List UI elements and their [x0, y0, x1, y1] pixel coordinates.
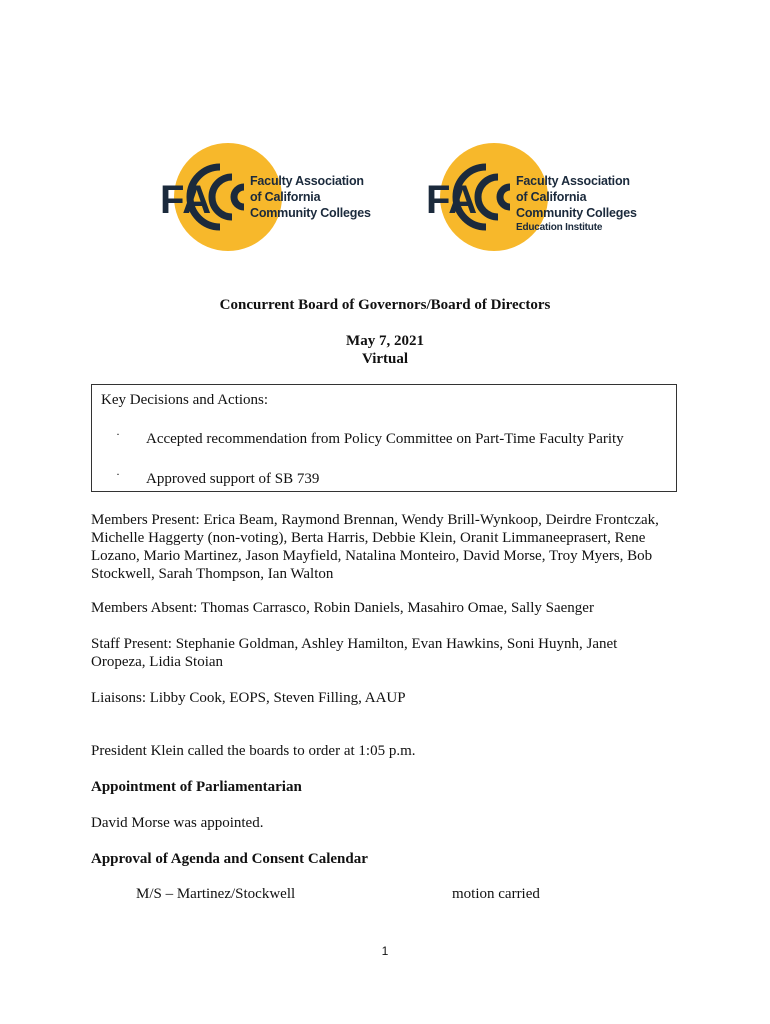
- meeting-date: May 7, 2021: [346, 333, 424, 349]
- agenda-heading: Approval of Agenda and Consent Calendar: [91, 851, 368, 867]
- meeting-location: Virtual: [361, 351, 409, 367]
- logo-name: Faculty Association of California Community Colleges Education Institute: [516, 174, 637, 233]
- parliamentarian-heading: Appointment of Parliamentarian: [91, 779, 302, 795]
- key-decisions-heading: Key Decisions and Actions:: [101, 392, 269, 408]
- logo-letters: FA: [160, 178, 212, 222]
- members-present: Members Present: Erica Beam, Raymond Brennan, Wendy Brill-Wynkoop, Deirdre Frontczak, Michelle Haggerty (non-voting), Berta Harris, Debbie Klein, Oranit Limmaneeprasert, Rene Lozano, Mario Martinez, Jason Mayfield, Natalina Monteiro, David Morse, Troy Myers, Bob Stockwell, Sarah Thompson, Ian Walton: [91, 512, 659, 582]
- document-title: Concurrent Board of Governors/Board of Directors: [219, 297, 551, 313]
- logo-name: Faculty Association of California Community Colleges: [250, 174, 371, 220]
- agenda-result: motion carried: [452, 886, 540, 902]
- logo-letters: FA: [426, 178, 478, 222]
- faccc-education-institute-logo: [424, 143, 644, 253]
- agenda-motion: M/S – Martinez/Stockwell: [136, 886, 296, 902]
- staff-present: Staff Present: Stephanie Goldman, Ashley Hamilton, Evan Hawkins, Soni Huynh, Janet Oropeza, Lidia Stoian: [91, 636, 618, 670]
- call-to-order: President Klein called the boards to order at 1:05 p.m.: [91, 743, 416, 759]
- bullet-icon: ·: [116, 427, 120, 441]
- members-absent: Members Absent: Thomas Carrasco, Robin Daniels, Masahiro Omae, Sally Saenger: [91, 600, 594, 616]
- bullet-icon: ·: [116, 467, 120, 481]
- liaisons: Liaisons: Libby Cook, EOPS, Steven Filling, AAUP: [91, 690, 406, 706]
- faccc-logo: [158, 143, 378, 253]
- key-decisions-box: Key Decisions and Actions: · Accepted recommendation from Policy Committee on Part-Time Faculty Parity · Approved support of SB 739: [91, 384, 677, 492]
- parliamentarian-text: David Morse was appointed.: [91, 815, 264, 831]
- page-number: 1: [381, 944, 389, 958]
